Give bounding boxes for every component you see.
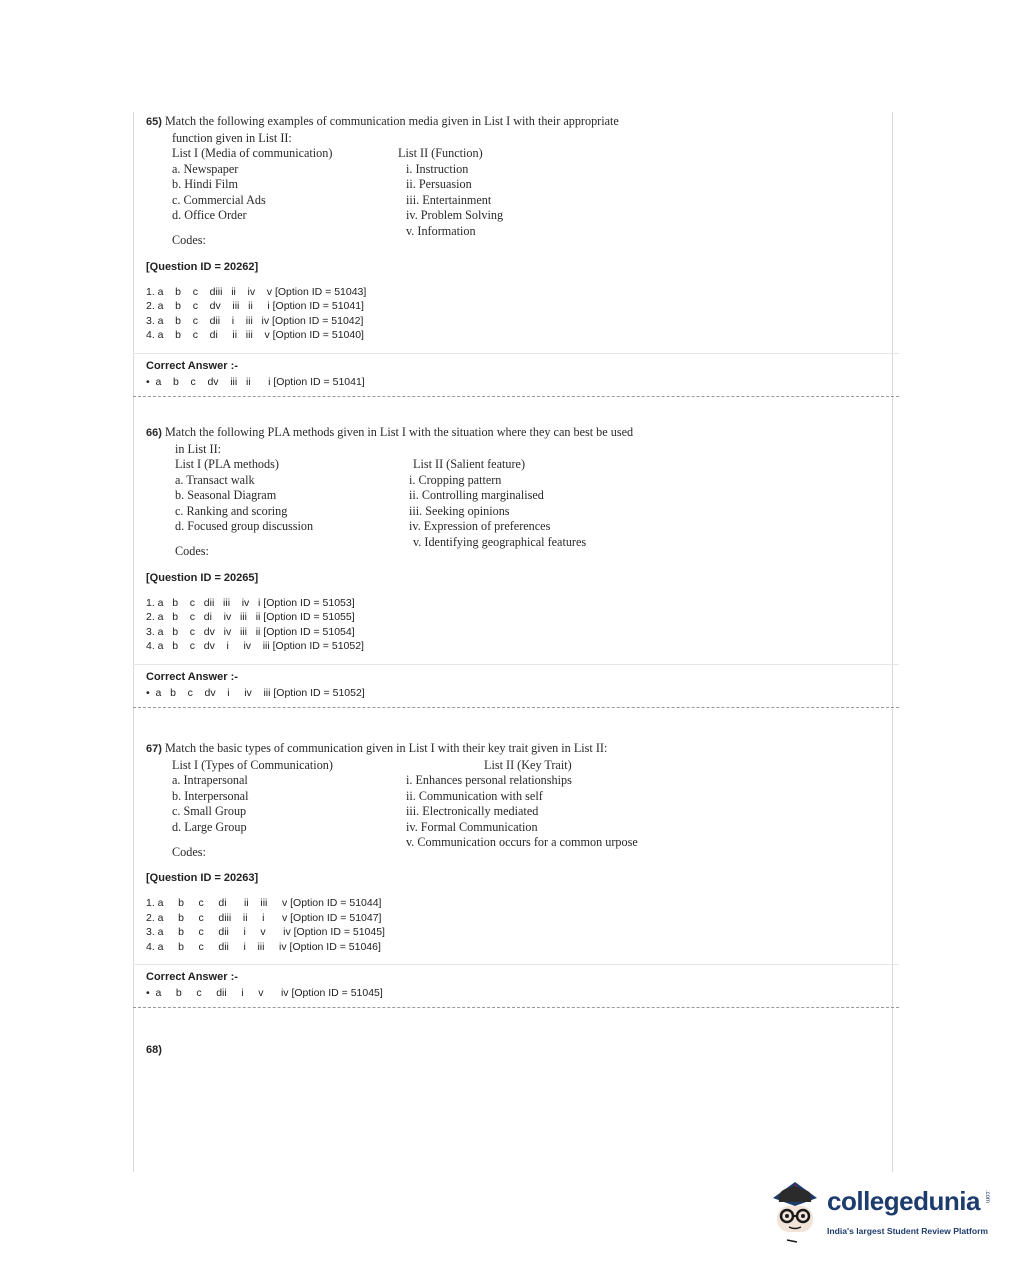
option-row: 2. a b c dv iii ii i [Option ID = 51041] — [146, 300, 364, 313]
list-item: b. Seasonal Diagram — [175, 488, 277, 502]
divider — [133, 353, 899, 354]
brand-name: collegedunia — [827, 1186, 980, 1216]
option-row: 2. a b c di iv iii ii [Option ID = 51055] — [146, 611, 355, 624]
list-2: List II (Salient feature) i. Cropping pattern ii. Controlling marginalised iii. Seeking opinions iv. Expression of preferences v. Identifying geographical features — [413, 457, 886, 550]
list-item: d. Office Order — [172, 208, 247, 222]
correct-answer: • a b c dii i v iv [Option ID = 51045] — [146, 987, 383, 1000]
list-item: ii. Persuasion — [406, 177, 472, 191]
match-lists — [172, 146, 886, 239]
list-1: List I (PLA methods) a. Transact walk b. Seasonal Diagram c. Ranking and scoring d. Focused group discussion — [175, 457, 413, 550]
option-row: 1. a b c diii ii iv v [Option ID = 51043] — [146, 285, 367, 298]
list-item: iv. Problem Solving — [406, 208, 504, 222]
page-border-left — [133, 112, 134, 1172]
divider — [133, 664, 899, 665]
question-text: 66) Match the following PLA methods given in List I with the situation where they can best be used in List II: List I (PLA methods) a. Transact walk b. Seasonal Diagram c. Ranking and scoring d. Focused group discussion List II (Salient feature) i. Cropping pattern ii. Controlling marginalised iii. Seeking opinions iv. Expression of preferences v. Identifying geographical features Codes: — [146, 425, 886, 560]
list-item: iv. Formal Communication — [406, 819, 538, 834]
list-item: i. Cropping pattern — [409, 472, 502, 487]
list-item: iii. Electronically mediated — [406, 804, 539, 818]
list-item: a. Intrapersonal — [172, 773, 248, 787]
list-item: d. Focused group discussion — [175, 519, 314, 533]
option-row: 2. a b c diii ii i v [Option ID = 51047] — [146, 911, 382, 924]
question-number: 67) — [146, 743, 162, 755]
question-id: [Question ID = 20265] — [146, 571, 259, 584]
options — [146, 896, 886, 954]
option-row: 4. a b c di ii iii v [Option ID = 51040] — [146, 329, 364, 342]
list-item: a. Newspaper — [172, 161, 239, 176]
dashed-divider — [133, 396, 899, 397]
question-text: 65) Match the following examples of communication media given in List I with their appropriate function given in List II: List I (Media of communication) a. Newspaper b. Hindi Film c. Commercial Ads d. Office Order List II (Function) i. Instruction ii. Persuasion iii. Entertainment iv. Problem Solving v. Information Codes: — [146, 114, 886, 249]
question-id: [Question ID = 20262] — [146, 260, 259, 273]
options — [146, 285, 886, 343]
list-2: List II (Function) i. Instruction ii. Persuasion iii. Entertainment iv. Problem Solving v. Information — [398, 146, 886, 239]
question-66 — [146, 425, 886, 708]
list-item: ii. Controlling marginalised — [409, 488, 544, 502]
question-text: 67) Match the basic types of communication given in List I with their key trait given in List II: List I (Types of Communication) a. Intrapersonal b. Interpersonal c. Small Group d. Large Group List II (Key Trait) i. Enhances personal relationships ii. Communication with self iii. Electronically mediated iv. Formal Communication v. Communication occurs for a common urpose Codes: — [146, 741, 886, 860]
list-item: v. Information — [406, 223, 476, 238]
question-67 — [146, 741, 886, 1008]
options — [146, 596, 886, 654]
list-item: iv. Expression of preferences — [409, 519, 551, 533]
list-item: i. Enhances personal relationships — [406, 773, 572, 787]
correct-answer-label: Correct Answer :- — [146, 359, 238, 372]
list-item: v. Identifying geographical features — [413, 534, 587, 549]
list-item: d. Large Group — [172, 819, 247, 834]
list-item: b. Interpersonal — [172, 788, 249, 803]
question-68 — [146, 1040, 886, 1058]
option-row: 4. a b c dv i iv iii [Option ID = 51052] — [146, 640, 364, 653]
codes-label: Codes: — [172, 844, 206, 859]
collegedunia-logo — [765, 1176, 995, 1246]
list-1: List I (Media of communication) a. Newspaper b. Hindi Film c. Commercial Ads d. Office Order — [172, 146, 398, 239]
list-item: a. Transact walk — [175, 472, 255, 487]
question-number: 66) — [146, 427, 162, 439]
list-2: List II (Key Trait) i. Enhances personal relationships ii. Communication with self iii. Electronically mediated iv. Formal Communication v. Communication occurs for a common urpose — [406, 758, 886, 851]
match-lists — [172, 758, 886, 851]
option-row: 1. a b c dii iii iv i [Option ID = 51053] — [146, 596, 355, 609]
question-number: 65) — [146, 116, 162, 128]
brand-tagline: India's largest Student Review Platform — [827, 1226, 989, 1236]
brand-domain: .com — [984, 1190, 990, 1204]
correct-answer-label: Correct Answer :- — [146, 670, 238, 683]
option-row: 1. a b c di ii iii v [Option ID = 51044] — [146, 897, 382, 909]
list-1: List I (Types of Communication) a. Intrapersonal b. Interpersonal c. Small Group d. Large Group — [172, 758, 406, 851]
dashed-divider — [133, 1007, 899, 1008]
correct-answer: • a b c dv iii ii i [Option ID = 51041] — [146, 375, 365, 388]
option-row: 4. a b c dii i iii iv [Option ID = 51046] — [146, 940, 381, 953]
option-row: 3. a b c dii i v iv [Option ID = 51045] — [146, 926, 385, 939]
divider — [133, 964, 899, 965]
list-item: v. Communication occurs for a common urpose — [406, 835, 638, 849]
option-row: 3. a b c dii i iii iv [Option ID = 51042] — [146, 314, 364, 327]
list-item: c. Commercial Ads — [172, 192, 266, 207]
dashed-divider — [133, 707, 899, 708]
mascot-icon — [765, 1176, 825, 1246]
correct-answer: • a b c dv i iv iii [Option ID = 51052] — [146, 686, 365, 699]
correct-answer-label: Correct Answer :- — [146, 971, 238, 984]
option-row: 3. a b c dv iv iii ii [Option ID = 51054] — [146, 625, 355, 638]
codes-label: Codes: — [175, 544, 209, 558]
question-id: [Question ID = 20263] — [146, 872, 259, 884]
page-border-right — [892, 112, 893, 1172]
list-item: ii. Communication with self — [406, 788, 543, 803]
match-lists — [175, 457, 886, 550]
list-item: iii. Entertainment — [406, 192, 492, 207]
list-item: c. Ranking and scoring — [175, 503, 288, 518]
question-65 — [146, 114, 886, 397]
list-item: iii. Seeking opinions — [409, 503, 510, 518]
list-item: c. Small Group — [172, 804, 247, 818]
list-item: i. Instruction — [406, 161, 469, 176]
list-item: b. Hindi Film — [172, 177, 239, 191]
codes-label: Codes: — [172, 233, 206, 247]
question-number: 68) — [146, 1044, 162, 1056]
